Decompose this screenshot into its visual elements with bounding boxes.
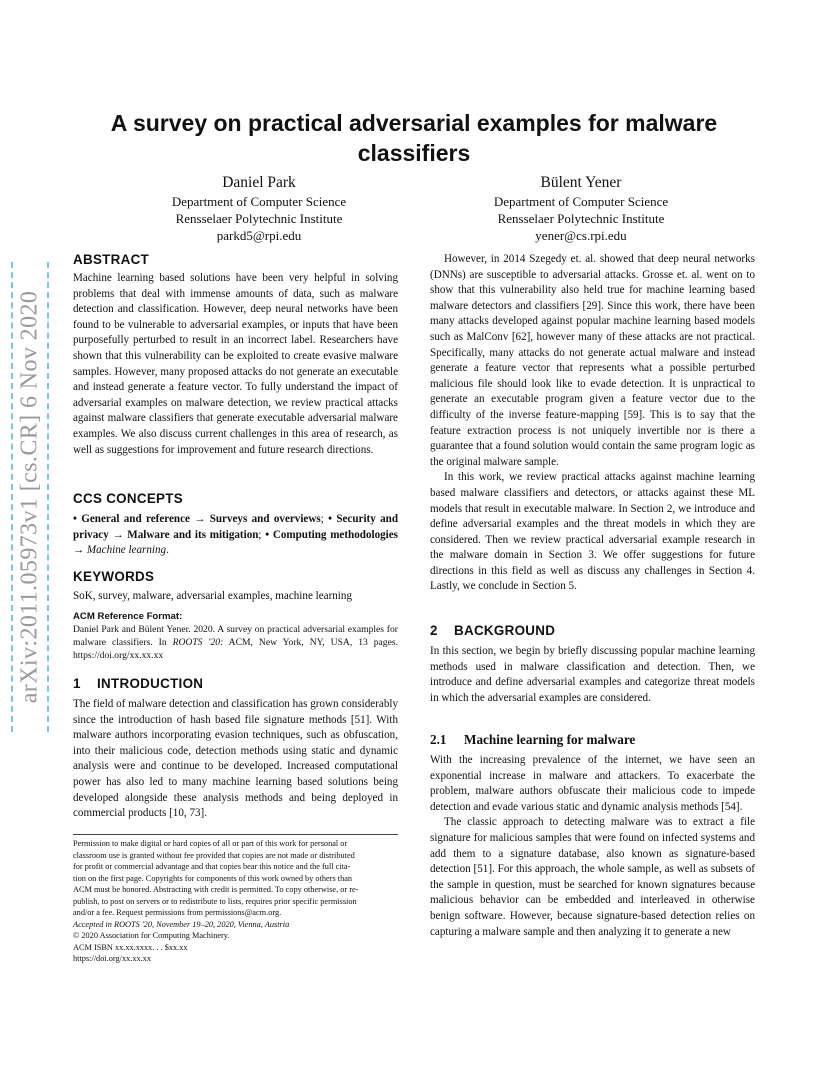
section-number: 2 (430, 623, 438, 638)
author-department: Department of Computer Science (171, 194, 347, 209)
ccs-separator: ; (320, 513, 329, 525)
reference-venue: ROOTS '20: (172, 637, 224, 649)
ccs-heading: CCS CONCEPTS (73, 491, 183, 506)
author-institution: Rensselaer Polytechnic Institute (175, 211, 343, 226)
abstract-section (73, 252, 398, 458)
section-title: INTRODUCTION (97, 676, 204, 691)
permission-line: tion on the first page. Copyrights for components of this work owned by others than (73, 873, 353, 883)
paper-title: A survey on practical adversarial examples for malware classifiers (110, 110, 718, 166)
acm-reference-format (73, 610, 398, 663)
reference-format-text (73, 623, 398, 663)
introduction-continued (430, 252, 755, 595)
keywords-heading: KEYWORDS (73, 569, 155, 584)
background-heading (430, 623, 755, 639)
permission-line: publish, to post on servers or to redistribute to lists, requires prior specific permission (73, 896, 357, 906)
introduction-paragraph-2: However, in 2014 Szegedy et. al. showed that deep neural networks (DNNs) are susceptible to adversarial attacks. Grosse et. al. went on to show that this vulnerability also held true for machine learning based malware detectors and classifiers [29]. Since this work, there have been many attacks developed against popular machine learning based models such as MalConv [62], however many of these attacks are not practical. Specifically, many attacks do not generate actual malware and instead generate a feature vector that represents what a possible perturbed malicious file should look like to evade detection. It is unpractical to generate an executable program given a feature vector due to the difficulty of the inverse feature-mapping [59]. This is to say that the feature extraction process is not uniquely invertible nor is there a guarantee that a found solution would contain the same program logic as the original malware sample. (430, 253, 755, 468)
introduction-heading (73, 676, 398, 692)
author-block-2 (451, 172, 711, 244)
ccs-bullet-3-topic: Machine learning (86, 544, 167, 557)
ml-paragraph-2: The classic approach to detecting malware was to extract a file signature for malicious samples that were found on infected systems and add them to a signature database, also known as signature-based detection [51]. For this approach, the whole sample, as well as subsets of the sample in question, must be searched for known signatures because malicious behavior can be embedded and interleaved in otherwise benign software. However, because signature-based detection relies on capturing a malware sample and then analyzing it to generate a new (430, 816, 755, 938)
ml-paragraph-1: With the increasing prevalence of the internet, we have seen an exponential increase in malware and attackers. To exacerbate the problem, malware authors obfuscate their malicious code to impede detection and evade various static and dynamic analysis methods [54]. (430, 754, 755, 813)
introduction-section (73, 676, 398, 822)
ml-for-malware-section (430, 732, 755, 940)
arxiv-stamp (10, 262, 50, 732)
permission-line: ACM must be honored. Abstracting with credit is permitted. To copy otherwise, or re- (73, 885, 359, 894)
author-name: Daniel Park (222, 174, 296, 191)
stamp-dashed-border-left (11, 262, 13, 732)
conference-line: Accepted in ROOTS '20, November 19–20, 2020, Vienna, Austria (73, 919, 290, 929)
permission-line: and/or a fee. Request permissions from permissions@acm.org. (73, 908, 282, 917)
reference-format-heading: ACM Reference Format: (73, 611, 183, 622)
author-email: parkd5@rpi.edu (216, 228, 302, 243)
abstract-text: Machine learning based solutions have been very helpful in solving problems that deal with immense amounts of data, such as malware detection and classification. However, deep neural networks have been found to be vulnerable to adversarial examples, or inputs that have been purposefully perturbed to result in an incorrect label. Researchers have shown that this vulnerability can be exploited to create evasive malware samples. However, many proposed attacks do not generate an executable and instead generate a feature vector. To fully understand the impact of adversarial examples on malware detection, we review practical attacks against malware classifiers that generate executable adversarial malware examples. We also discuss current challenges in this area of research, as well as suggestions for improvement and future research directions. (73, 272, 398, 456)
keywords-section (73, 569, 398, 605)
permission-line: classroom use is granted without fee provided that copies are not made or distributed (73, 850, 355, 860)
copyright-footnote (73, 838, 398, 965)
ccs-bullet-3: • Computing methodologies → (73, 528, 398, 557)
section-number: 1 (73, 676, 81, 691)
introduction-paragraph-3: In this work, we review practical attacks against machine learning based malware classifiers and detectors, or attacks against these ML models that result in executable malware. In Section 2, we introduce and define adversarial examples and the threat models in which they are considered. Then we review practical adversarial example research in the malware domain in Section 3. We offer suggestions for future directions in this field as well as discuss any challenges in Section 4. Lastly, we conclude in Section 5. (430, 471, 755, 593)
permission-line: for profit or commercial advantage and that copies bear this notice and the full cita- (73, 862, 351, 871)
reference-text-end: ACM, New York, NY, USA, 13 pages. https://doi.org/xx.xx.xx (73, 637, 398, 662)
abstract-heading: ABSTRACT (73, 252, 150, 267)
footnote-divider (73, 834, 398, 835)
stamp-dashed-border-right (47, 262, 49, 732)
subsection-number: 2.1 (430, 732, 447, 747)
introduction-paragraph-1: The field of malware detection and classification has grown considerably since the introduction of hash based file signature methods [51]. With malware authors incorporating evasion techniques, such as obfuscation, into their malicious code, detection methods using static and dynamic analysis were and continue to be developed. Increased computational power has also led to many machine learning based solutions being developed alongside these analysis methods and being deployed in commercial products [10, 73]. (73, 698, 398, 820)
subsection-title: Machine learning for malware (464, 732, 636, 747)
author-email: yener@cs.rpi.edu (535, 228, 627, 243)
author-department: Department of Computer Science (493, 194, 669, 209)
ccs-end: . (166, 544, 169, 557)
isbn-line: ACM ISBN xx.xx.xxxx. . . $xx.xx (73, 942, 188, 952)
author-block-1 (129, 172, 389, 244)
section-title: BACKGROUND (454, 623, 556, 638)
permission-line: Permission to make digital or hard copies of all or part of this work for personal or (73, 839, 348, 848)
reference-text-start: Daniel Park and Bülent Yener. 2020. A survey on practical adversarial examples for malware classifiers. In (73, 624, 398, 649)
subsection-heading (430, 732, 755, 748)
background-paragraph-1: In this section, we begin by briefly discussing popular machine learning methods used in malware classification and detection. Then, we introduce and define adversarial examples and categorize threat models in which the adversarial examples are considered. (430, 645, 755, 704)
ccs-bullet-1: • General and reference → Surveys and overviews (73, 513, 321, 525)
background-section (430, 623, 755, 706)
copyright-line: © 2020 Association for Computing Machinery. (73, 931, 230, 940)
ccs-separator: ; (258, 528, 266, 541)
author-institution: Rensselaer Polytechnic Institute (497, 211, 665, 226)
doi-line: https://doi.org/xx.xx.xx (73, 954, 151, 963)
ccs-bullet-2: • Security and privacy → Malware and its mitigation (73, 513, 398, 541)
author-name: Bülent Yener (540, 174, 622, 191)
keywords-text: SoK, survey, malware, adversarial examples, machine learning (73, 590, 352, 602)
ccs-text (73, 512, 398, 559)
ccs-concepts-section (73, 491, 398, 559)
arxiv-identifier: arXiv:2011.05973v1 [cs.CR] 6 Nov 2020 (16, 290, 43, 704)
